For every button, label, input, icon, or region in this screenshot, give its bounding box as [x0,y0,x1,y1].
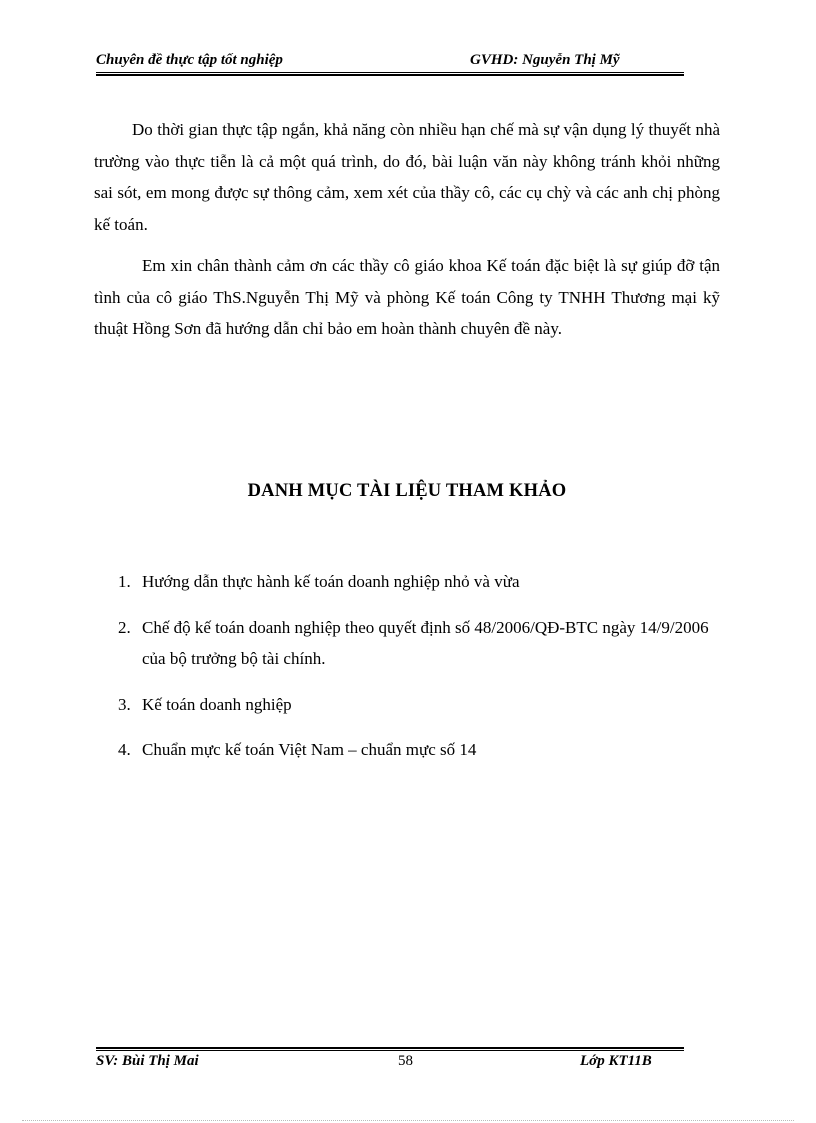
references-list [118,566,718,780]
reference-text: Chế độ kế toán doanh nghiệp theo quyết định số 48/2006/QĐ-BTC ngày 14/9/2006 của bộ trưởng bộ tài chính. [142,617,709,668]
reference-item [118,734,718,766]
reference-number: 1. [118,572,131,591]
page-footer [96,1053,684,1075]
header-document-title: Chuyên đề thực tập tốt nghiệp [96,52,283,68]
reference-item [118,566,718,598]
page-number: 58 [398,1053,413,1069]
body-paragraph-2: Em xin chân thành cảm ơn các thầy cô giáo khoa Kế toán đặc biệt là sự giúp đỡ tận tình của cô giáo ThS.Nguyễn Thị Mỹ và phòng Kế toán Công ty TNHH Thương mại kỹ thuật Hồng Sơn đã hướng dẫn chỉ bảo em hoàn thành chuyên đề này. [94,256,720,338]
body-paragraph-1: Do thời gian thực tập ngắn, khả năng còn nhiều hạn chế mà sự vận dụng lý thuyết nhà trường vào thực tiễn là cả một quá trình, do đó, bài luận văn này không tránh khỏi những sai sót, em mong được sự thông cảm, xem xét của thầy cô, các cụ chỳ và các anh chị phòng kế toán. [94,120,720,234]
reference-number: 3. [118,694,131,714]
footer-student: SV: Bùi Thị Mai [96,1053,199,1069]
reference-text: Hướng dẫn thực hành kế toán doanh nghiệp nhỏ và vừa [142,572,520,591]
reference-number: 4. [118,740,131,759]
footer-class: Lớp KT11B [580,1053,652,1069]
footer-divider [96,1047,684,1051]
page-header [96,52,684,72]
reference-item [118,612,718,675]
reference-text: Chuẩn mực kế toán Việt Nam – chuẩn mực số 14 [142,740,477,759]
reference-item [118,689,718,721]
reference-number: 2. [118,617,131,637]
header-supervisor: GVHD: Nguyễn Thị Mỹ [470,52,620,68]
page-bottom-dotted-line [22,1120,794,1121]
header-divider [96,72,684,76]
references-title: DANH MỤC TÀI LIỆU THAM KHẢO [247,481,567,501]
reference-text: Kế toán doanh nghiệp [142,694,292,714]
